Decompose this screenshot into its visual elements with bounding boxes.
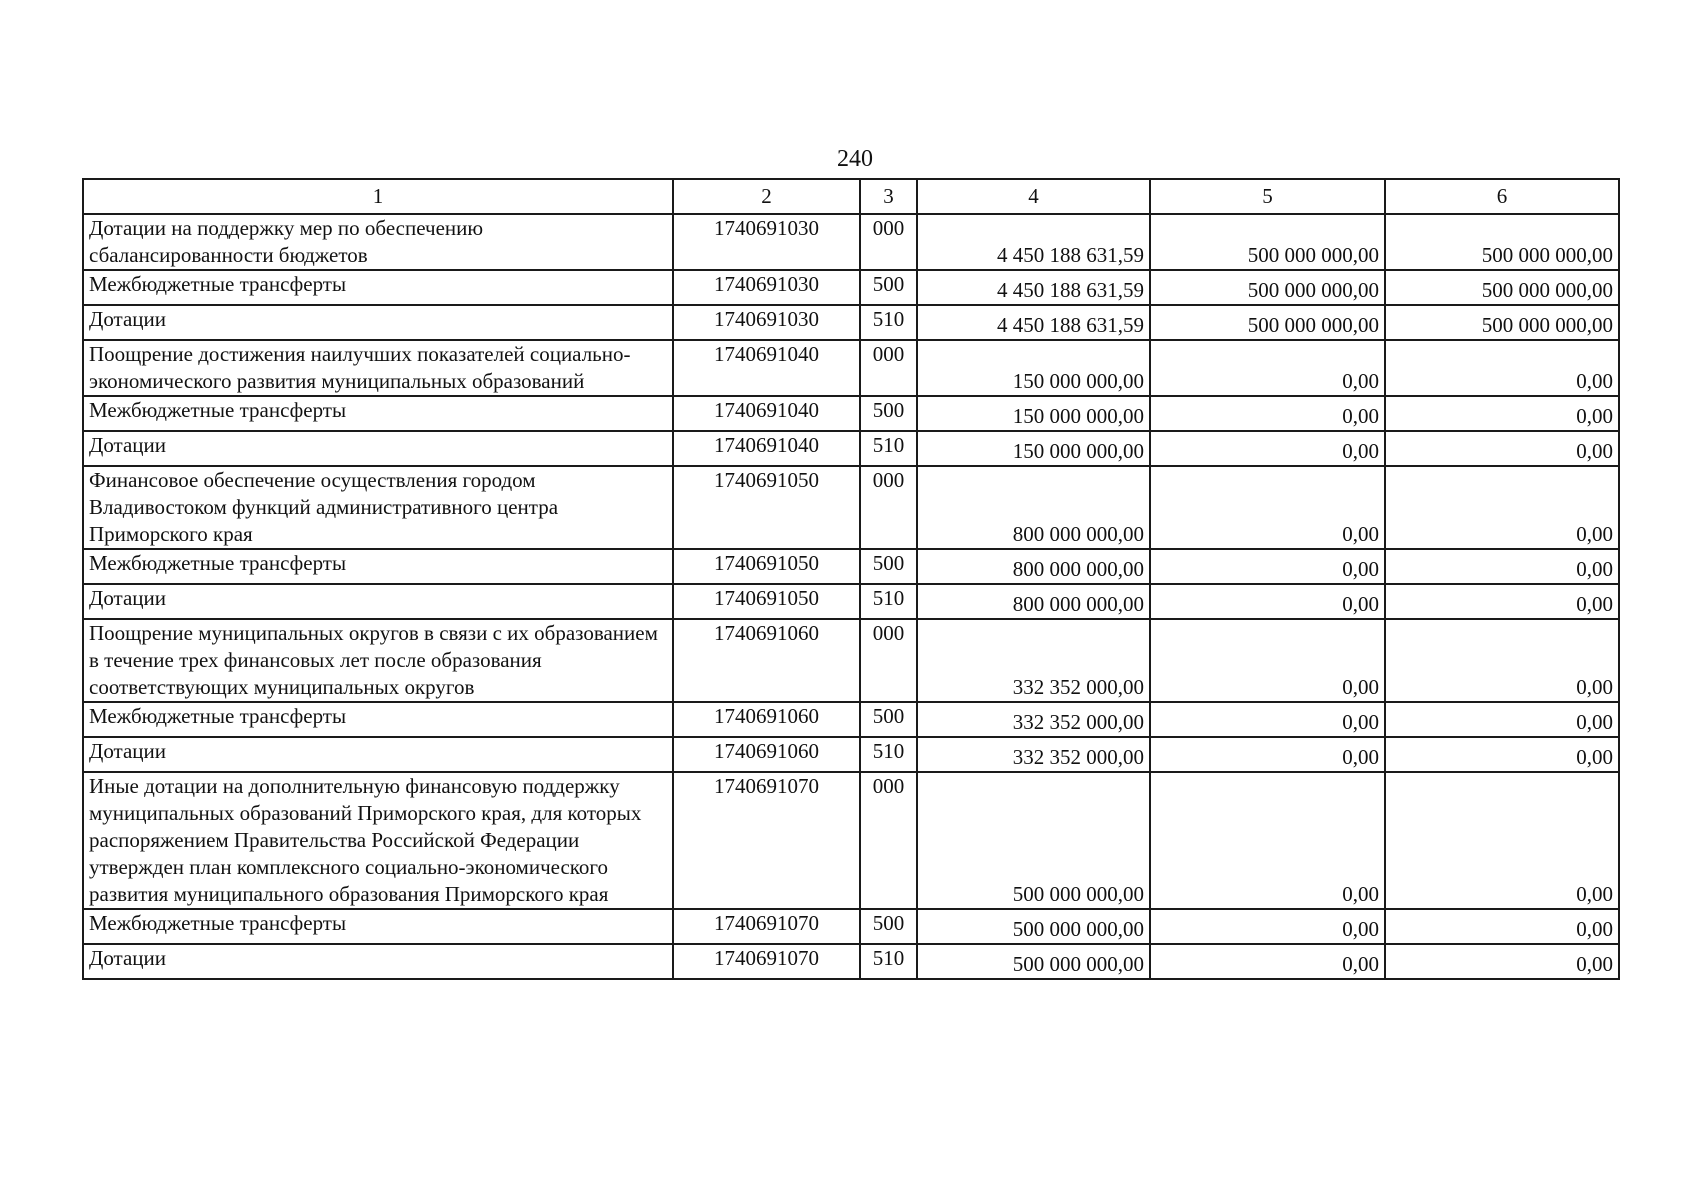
header-cell: 1 — [83, 179, 673, 214]
row-target-code-cell: 1740691070 — [673, 772, 860, 909]
row-amount-col4-cell: 4 450 188 631,59 — [917, 214, 1150, 270]
row-target-code-cell: 1740691040 — [673, 431, 860, 466]
row-amount-col5-cell: 500 000 000,00 — [1150, 214, 1385, 270]
row-amount-col6-cell: 0,00 — [1385, 396, 1619, 431]
row-name-cell: Иные дотации на дополнительную финансовую поддержку муниципальных образований Приморского края, для которых распоряжением Правительства Российской Федерации утвержден план комплексного социально-экономического развития муниципального образования Приморского края — [83, 772, 673, 909]
row-amount-col6-cell: 0,00 — [1385, 944, 1619, 979]
row-amount-col5-cell: 0,00 — [1150, 584, 1385, 619]
row-target-code-cell: 1740691060 — [673, 702, 860, 737]
row-amount-col6-cell: 0,00 — [1385, 772, 1619, 909]
row-amount-col5-cell: 0,00 — [1150, 340, 1385, 396]
row-amount-col6-cell: 0,00 — [1385, 737, 1619, 772]
table-row — [83, 584, 1619, 619]
row-amount-col4-cell: 150 000 000,00 — [917, 340, 1150, 396]
row-target-code-cell: 1740691060 — [673, 737, 860, 772]
row-target-code-cell: 1740691050 — [673, 584, 860, 619]
row-amount-col5-cell: 0,00 — [1150, 702, 1385, 737]
row-amount-col6-cell: 0,00 — [1385, 466, 1619, 549]
row-name-cell: Дотации — [83, 431, 673, 466]
row-amount-col6-cell: 0,00 — [1385, 549, 1619, 584]
row-amount-col4-cell: 4 450 188 631,59 — [917, 305, 1150, 340]
row-amount-col6-cell: 0,00 — [1385, 584, 1619, 619]
row-amount-col5-cell: 0,00 — [1150, 772, 1385, 909]
row-name-cell: Дотации — [83, 944, 673, 979]
row-amount-col4-cell: 332 352 000,00 — [917, 702, 1150, 737]
row-amount-col4-cell: 500 000 000,00 — [917, 772, 1150, 909]
row-expense-type-cell: 500 — [860, 396, 917, 431]
table-body — [83, 214, 1619, 979]
row-name-cell: Межбюджетные трансферты — [83, 702, 673, 737]
row-target-code-cell: 1740691060 — [673, 619, 860, 702]
row-target-code-cell: 1740691050 — [673, 549, 860, 584]
row-name-cell: Дотации — [83, 737, 673, 772]
row-expense-type-cell: 510 — [860, 737, 917, 772]
row-name-cell: Межбюджетные трансферты — [83, 549, 673, 584]
row-amount-col6-cell: 0,00 — [1385, 702, 1619, 737]
row-target-code-cell: 1740691030 — [673, 214, 860, 270]
header-cell: 5 — [1150, 179, 1385, 214]
row-expense-type-cell: 510 — [860, 944, 917, 979]
row-amount-col4-cell: 150 000 000,00 — [917, 431, 1150, 466]
row-amount-col6-cell: 0,00 — [1385, 909, 1619, 944]
row-amount-col4-cell: 500 000 000,00 — [917, 944, 1150, 979]
row-name-cell: Межбюджетные трансферты — [83, 909, 673, 944]
row-expense-type-cell: 000 — [860, 466, 917, 549]
row-name-cell: Дотации на поддержку мер по обеспечению сбалансированности бюджетов — [83, 214, 673, 270]
header-cell: 3 — [860, 179, 917, 214]
row-amount-col4-cell: 800 000 000,00 — [917, 549, 1150, 584]
row-expense-type-cell: 500 — [860, 270, 917, 305]
row-amount-col6-cell: 500 000 000,00 — [1385, 270, 1619, 305]
table-row — [83, 772, 1619, 909]
row-expense-type-cell: 500 — [860, 549, 917, 584]
row-expense-type-cell: 500 — [860, 909, 917, 944]
table-row — [83, 737, 1619, 772]
row-target-code-cell: 1740691050 — [673, 466, 860, 549]
table-row — [83, 431, 1619, 466]
header-cell: 6 — [1385, 179, 1619, 214]
row-target-code-cell: 1740691070 — [673, 944, 860, 979]
header-cell: 4 — [917, 179, 1150, 214]
header-cell: 2 — [673, 179, 860, 214]
row-amount-col4-cell: 332 352 000,00 — [917, 737, 1150, 772]
row-name-cell: Финансовое обеспечение осуществления городом Владивостоком функций административного центра Приморского края — [83, 466, 673, 549]
page-number: 240 — [837, 146, 873, 172]
row-amount-col5-cell: 0,00 — [1150, 909, 1385, 944]
row-name-cell: Дотации — [83, 584, 673, 619]
row-expense-type-cell: 000 — [860, 340, 917, 396]
table-row — [83, 214, 1619, 270]
row-expense-type-cell: 000 — [860, 214, 917, 270]
table-row — [83, 270, 1619, 305]
row-amount-col4-cell: 800 000 000,00 — [917, 584, 1150, 619]
row-amount-col5-cell: 500 000 000,00 — [1150, 270, 1385, 305]
table-row — [83, 305, 1619, 340]
row-target-code-cell: 1740691030 — [673, 305, 860, 340]
row-amount-col4-cell: 4 450 188 631,59 — [917, 270, 1150, 305]
row-amount-col4-cell: 332 352 000,00 — [917, 619, 1150, 702]
row-amount-col4-cell: 150 000 000,00 — [917, 396, 1150, 431]
row-amount-col5-cell: 0,00 — [1150, 619, 1385, 702]
row-amount-col6-cell: 0,00 — [1385, 340, 1619, 396]
row-expense-type-cell: 510 — [860, 305, 917, 340]
row-target-code-cell: 1740691040 — [673, 396, 860, 431]
table-row — [83, 702, 1619, 737]
table-row — [83, 944, 1619, 979]
budget-table — [82, 178, 1620, 980]
row-amount-col6-cell: 0,00 — [1385, 619, 1619, 702]
table-row — [83, 340, 1619, 396]
table-row — [83, 466, 1619, 549]
row-name-cell: Межбюджетные трансферты — [83, 270, 673, 305]
row-amount-col5-cell: 0,00 — [1150, 396, 1385, 431]
table-row — [83, 549, 1619, 584]
row-name-cell: Межбюджетные трансферты — [83, 396, 673, 431]
row-expense-type-cell: 000 — [860, 619, 917, 702]
table-row — [83, 909, 1619, 944]
table-row — [83, 619, 1619, 702]
row-amount-col5-cell: 0,00 — [1150, 944, 1385, 979]
row-amount-col6-cell: 0,00 — [1385, 431, 1619, 466]
row-amount-col5-cell: 0,00 — [1150, 466, 1385, 549]
row-amount-col6-cell: 500 000 000,00 — [1385, 214, 1619, 270]
row-name-cell: Дотации — [83, 305, 673, 340]
row-amount-col5-cell: 0,00 — [1150, 431, 1385, 466]
table-row — [83, 396, 1619, 431]
row-target-code-cell: 1740691030 — [673, 270, 860, 305]
row-amount-col5-cell: 500 000 000,00 — [1150, 305, 1385, 340]
row-target-code-cell: 1740691040 — [673, 340, 860, 396]
row-expense-type-cell: 000 — [860, 772, 917, 909]
header-row — [83, 179, 1619, 214]
row-amount-col5-cell: 0,00 — [1150, 737, 1385, 772]
row-amount-col4-cell: 800 000 000,00 — [917, 466, 1150, 549]
row-target-code-cell: 1740691070 — [673, 909, 860, 944]
row-amount-col6-cell: 500 000 000,00 — [1385, 305, 1619, 340]
row-expense-type-cell: 500 — [860, 702, 917, 737]
row-expense-type-cell: 510 — [860, 584, 917, 619]
row-name-cell: Поощрение муниципальных округов в связи с их образованием в течение трех финансовых лет после образования соответствующих муниципальных округов — [83, 619, 673, 702]
row-amount-col5-cell: 0,00 — [1150, 549, 1385, 584]
row-amount-col4-cell: 500 000 000,00 — [917, 909, 1150, 944]
row-expense-type-cell: 510 — [860, 431, 917, 466]
row-name-cell: Поощрение достижения наилучших показателей социально-экономического развития муниципальных образований — [83, 340, 673, 396]
